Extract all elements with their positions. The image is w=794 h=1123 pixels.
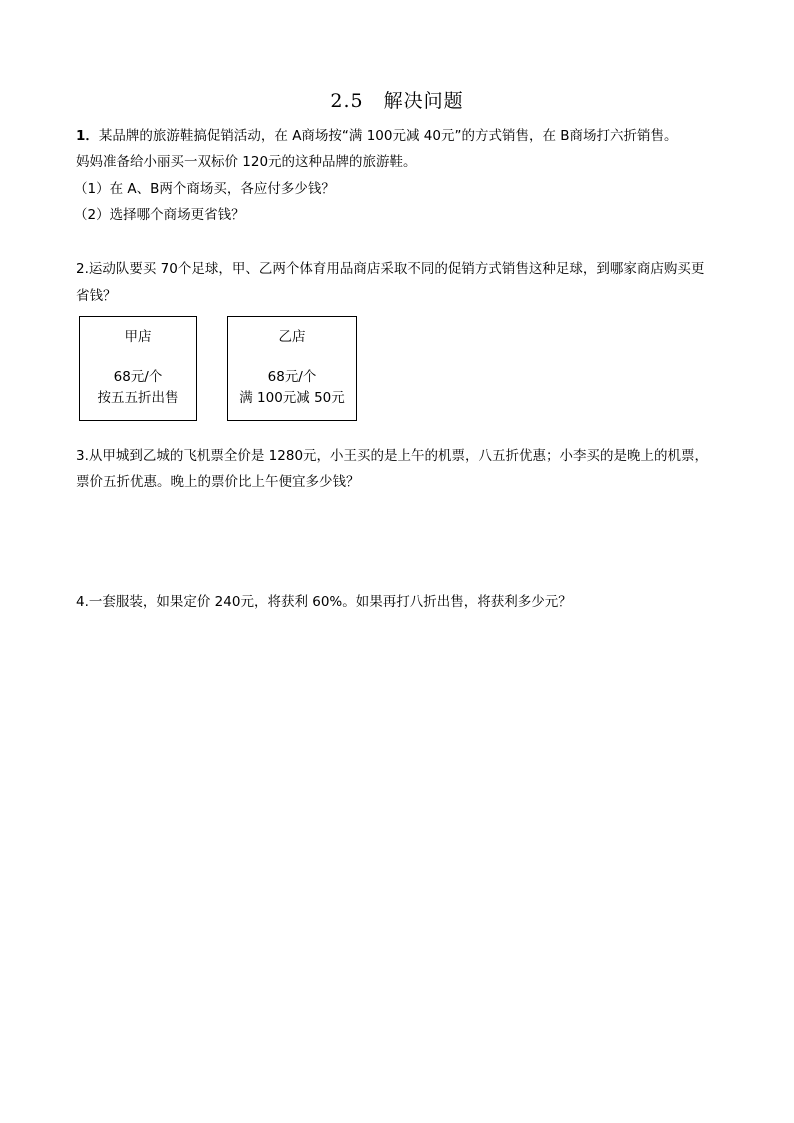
shop-price: 68元/个 [267,369,317,385]
question-1-number: 1． [76,128,99,144]
shop-name: 乙店 [278,329,306,345]
question-1-text-1: 某品牌的旅游鞋搞促销活动，在 A商场按“满 100元减 40元”的方式销售，在 B商场打六折销售。 [98,128,678,144]
shop-box-jia [79,316,197,421]
question-1-sub-2: （2）选择哪个商场更省钱？ [74,207,245,223]
question-3-line-2: 票价五折优惠。晚上的票价比上午便宜多少钱？ [76,474,360,490]
question-2-line-2: 省钱？ [76,288,117,304]
question-1-line-2: 妈妈准备给小丽买一双标价 120元的这种品牌的旅游鞋。 [76,154,417,170]
question-4-line-1: 4.一套服装，如果定价 240元，将获利 60%。如果再打八折出售，将获利多少元？ [76,594,572,610]
shop-box-yi [227,316,357,421]
shop-name: 甲店 [124,329,152,345]
question-1-line-1 [76,126,678,146]
shop-price: 68元/个 [113,369,163,385]
shop-offer: 按五五折出售 [97,390,179,406]
question-1-sub-1: （1）在 A、B两个商场买，各应付多少钱？ [74,181,335,197]
shop-offer: 满 100元减 50元 [239,390,345,406]
question-3-line-1: 3.从甲城到乙城的飞机票全价是 1280元，小王买的是上午的机票，八五折优惠；小李买的是晚上的机票， [76,448,709,464]
question-2-line-1: 2.运动队要买 70个足球，甲、乙两个体育用品商店采取不同的促销方式销售这种足球，到哪家商店购买更 [76,261,705,277]
page-title: 2.5 解决问题 [330,90,464,112]
